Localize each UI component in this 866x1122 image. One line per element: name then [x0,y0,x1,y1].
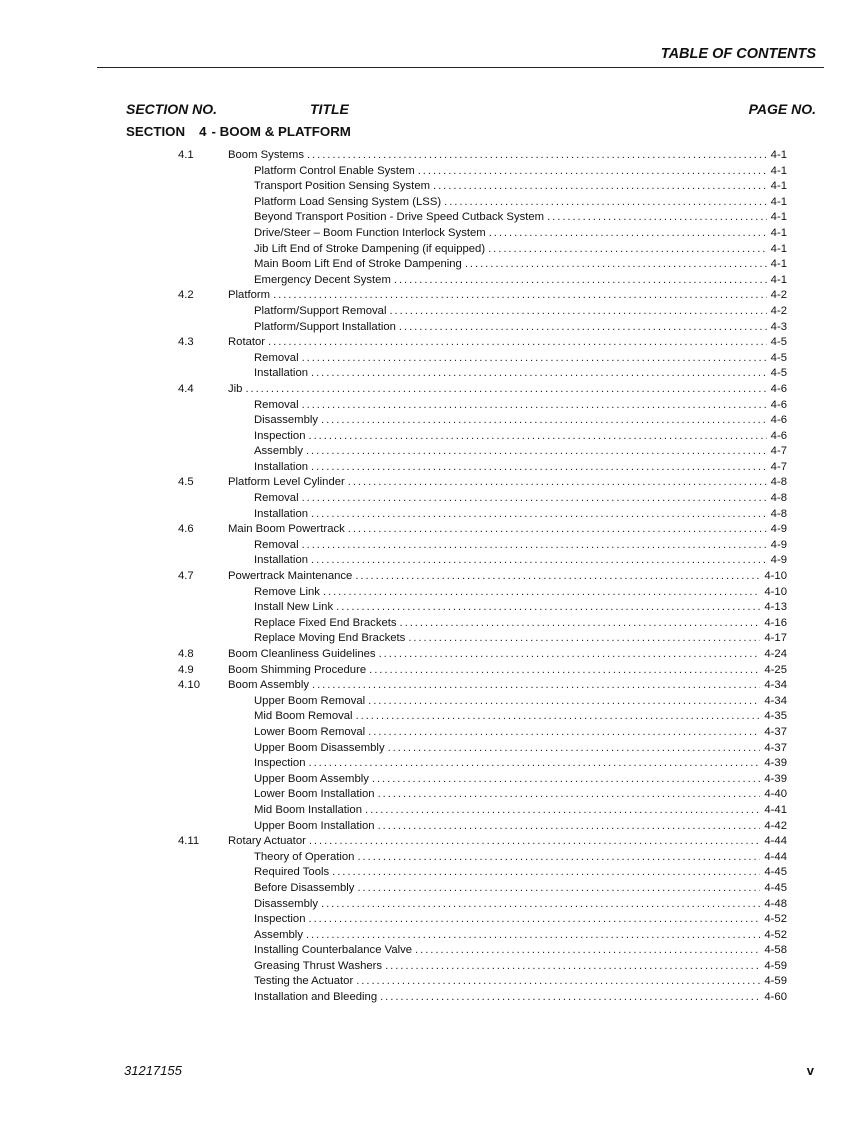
toc-entry[interactable] [0,242,866,258]
toc-entry[interactable] [0,179,866,195]
title-heading: TITLE [310,101,349,117]
toc-entry[interactable] [0,366,866,382]
toc-entry-page: 4-6 [770,429,787,442]
toc-entry-page: 4-44 [764,835,787,848]
toc-entry-page: 4-34 [764,694,787,707]
dot-leader [380,990,760,1006]
toc-entry-line [254,897,787,913]
toc-entry-title: Transport Position Sensing System [254,180,431,193]
toc-entry-page: 4-17 [764,632,787,645]
toc-entry[interactable] [0,195,866,211]
toc-entry-line [228,335,787,351]
dot-leader [311,366,767,382]
toc-entry[interactable] [0,413,866,429]
toc-entry-title: Installation [254,554,309,567]
toc-entry-page: 4-1 [770,180,787,193]
toc-entry-number: 4.7 [178,570,194,583]
toc-entry-line [254,226,787,242]
toc-entry-line [228,475,787,491]
dot-leader [321,897,760,913]
document-number: 31217155 [124,1063,182,1078]
dot-leader [356,974,760,990]
toc-entry-page: 4-35 [764,710,787,723]
toc-entry-page: 4-1 [770,273,787,286]
toc-entry-line [254,585,787,601]
dot-leader [369,663,760,679]
toc-entry-title: Drive/Steer – Boom Function Interlock System [254,226,486,239]
toc-entry[interactable] [0,678,866,694]
page-header-title: TABLE OF CONTENTS [660,46,816,62]
toc-entry[interactable] [0,819,866,835]
toc-entry-page: 4-3 [770,320,787,333]
dot-leader [489,226,767,242]
toc-entry-page: 4-59 [764,959,787,972]
toc-entry[interactable] [0,444,866,460]
toc-entry-title: Removal [254,398,299,411]
toc-entry-number: 4.2 [178,289,194,302]
dot-leader [245,382,766,398]
toc-entry-title: Lower Boom Removal [254,725,366,738]
toc-entry-number: 4.11 [178,835,200,848]
toc-entry-title: Upper Boom Assembly [254,772,369,785]
toc-entry-page: 4-5 [770,367,787,380]
toc-entry-title: Installing Counterbalance Valve [254,944,413,957]
toc-entry[interactable] [0,694,866,710]
toc-entry-line [254,819,787,835]
toc-entry-page: 4-1 [770,258,787,271]
toc-entry-line [254,273,787,289]
toc-entry-title: Removal [254,492,299,505]
dot-leader [389,304,766,320]
toc-entry-page: 4-10 [764,570,787,583]
toc-entry-title: Installation [254,507,309,520]
toc-entry-line [228,647,787,663]
toc-entry-page: 4-6 [770,382,787,395]
toc-entry[interactable] [0,709,866,725]
toc-entry-line [254,507,787,523]
toc-entry-number: 4.6 [178,523,194,536]
toc-entry-line [254,772,787,788]
dot-leader [311,507,767,523]
toc-entry[interactable] [0,741,866,757]
toc-entry-number: 4.9 [178,663,194,676]
section-no-heading: SECTION NO. [126,101,218,117]
toc-entry-title: Removal [254,538,299,551]
dot-leader [372,772,760,788]
toc-entry-page: 4-8 [770,507,787,520]
toc-entry-number: 4.1 [178,149,194,161]
toc-entry[interactable] [0,257,866,273]
dot-leader [408,631,760,647]
toc-entry-line [254,741,787,757]
toc-entry[interactable] [0,943,866,959]
toc-entry-line [254,242,787,258]
toc-entry-title: Installation [254,460,309,473]
toc-entry-title: Boom Assembly [228,679,309,692]
toc-entry[interactable] [0,210,866,226]
toc-entry[interactable] [0,772,866,788]
toc-entry-page: 4-1 [770,242,787,255]
toc-entry-title: Platform Control Enable System [254,164,415,177]
toc-entry-page: 4-41 [764,803,787,816]
toc-entry-title: Theory of Operation [254,850,355,863]
toc-entry-line [254,491,787,507]
toc-entry-line [254,398,787,414]
dot-leader [268,335,767,351]
toc-entry-page: 4-1 [770,226,787,239]
toc-entry-line [254,756,787,772]
dot-leader [311,460,767,476]
dot-leader [357,850,760,866]
page-number: v [806,1063,814,1078]
toc-entry-title: Replace Fixed End Brackets [254,616,397,629]
toc-entry[interactable] [0,881,866,897]
toc-entry-line [254,210,787,226]
toc-entry-title: Rotator [228,336,266,349]
toc-entry[interactable] [0,663,866,679]
toc-entry-page: 4-13 [764,601,787,614]
toc-list [0,148,866,1006]
toc-entry-line [228,522,787,538]
dot-leader [309,429,767,445]
toc-entry-title: Inspection [254,429,306,442]
dot-leader [433,179,767,195]
dot-leader [418,164,767,180]
toc-entry[interactable] [0,912,866,928]
toc-entry-line [254,553,787,569]
toc-entry-line [228,382,787,398]
toc-entry-page: 4-39 [764,772,787,785]
dot-leader [547,210,767,226]
dot-leader [365,803,760,819]
toc-entry[interactable] [0,850,866,866]
toc-entry-title: Beyond Transport Position - Drive Speed Cutback System [254,211,545,224]
dot-leader [348,475,767,491]
toc-entry-line [254,912,787,928]
toc-entry[interactable] [0,226,866,242]
toc-entry-title: Platform/Support Removal [254,304,387,317]
toc-entry-title: Inspection [254,913,306,926]
toc-entry-line [254,694,787,710]
toc-entry-page: 4-24 [764,648,787,660]
toc-entry-title: Upper Boom Installation [254,819,375,832]
toc-entry-page: 4-25 [764,663,787,676]
toc-entry-line [254,943,787,959]
toc-entry-page: 4-9 [770,554,787,567]
toc-entry-line [228,288,787,304]
toc-entry-page: 4-8 [770,476,787,489]
toc-entry-line [254,538,787,554]
toc-entry-page: 4-6 [770,414,787,427]
toc-entry[interactable] [0,928,866,944]
toc-entry-title: Required Tools [254,866,330,879]
toc-entry-page: 4-1 [770,164,787,177]
toc-entry-page: 4-7 [770,445,787,458]
toc-entry[interactable] [0,538,866,554]
toc-entry-line [254,257,787,273]
toc-entry-page: 4-34 [764,679,787,692]
dot-leader [302,351,767,367]
toc-entry-title: Emergency Decent System [254,273,391,286]
toc-entry-title: Inspection [254,757,306,770]
toc-entry-page: 4-8 [770,492,787,505]
dot-leader [388,741,761,757]
section-title: - BOOM & PLATFORM [211,124,351,139]
dot-leader [302,398,767,414]
toc-entry-line [228,678,787,694]
toc-entry-title: Jib [228,382,243,395]
toc-entry-line [254,725,787,741]
toc-entry-page: 4-52 [764,913,787,926]
toc-entry-page: 4-9 [770,523,787,536]
toc-entry-line [254,195,787,211]
toc-entry-page: 4-39 [764,757,787,770]
toc-entry-number: 4.5 [178,476,194,489]
dot-leader [321,413,767,429]
toc-entry-line [254,865,787,881]
dot-leader [488,242,767,258]
toc-entry[interactable] [0,273,866,289]
toc-entry-title: Installation [254,367,309,380]
dot-leader [385,959,760,975]
toc-entry-line [254,429,787,445]
toc-entry-line [254,990,787,1006]
toc-entry-page: 4-5 [770,351,787,364]
toc-entry-page: 4-6 [770,398,787,411]
toc-entry-page: 4-16 [764,616,787,629]
dot-leader [302,491,767,507]
dot-leader [357,881,760,897]
toc-entry-page: 4-9 [770,538,787,551]
dot-leader [306,928,760,944]
toc-entry-line [228,663,787,679]
toc-entry[interactable] [0,320,866,336]
toc-entry[interactable] [0,569,866,585]
toc-entry[interactable] [0,585,866,601]
toc-entry[interactable] [0,398,866,414]
dot-leader [302,538,767,554]
toc-entry-line [254,304,787,320]
toc-entry-title: Greasing Thrust Washers [254,959,383,972]
toc-entry[interactable] [0,429,866,445]
dot-leader [415,943,760,959]
toc-entry[interactable] [0,803,866,819]
toc-entry-page: 4-42 [764,819,787,832]
toc-entry[interactable] [0,382,866,398]
dot-leader [323,585,760,601]
toc-entry-line [254,631,787,647]
section-heading [126,124,351,139]
toc-entry-line [254,179,787,195]
toc-entry-page: 4-45 [764,881,787,894]
toc-entry-title: Upper Boom Removal [254,694,366,707]
dot-leader [273,288,767,304]
dot-leader [444,195,767,211]
toc-entry[interactable] [0,460,866,476]
dot-leader [399,320,767,336]
toc-entry-title: Install New Link [254,601,334,614]
toc-entry-line [254,616,787,632]
toc-entry[interactable] [0,865,866,881]
toc-entry-title: Replace Moving End Brackets [254,632,406,645]
toc-entry-line [254,164,787,180]
toc-entry-line [254,444,787,460]
toc-entry-page: 4-60 [764,991,787,1004]
toc-entry[interactable] [0,990,866,1006]
toc-entry-line [254,366,787,382]
toc-entry[interactable] [0,507,866,523]
toc-entry-title: Platform Level Cylinder [228,476,345,489]
toc-entry-page: 4-48 [764,897,787,910]
toc-entry-page: 4-1 [770,211,787,224]
toc-entry-page: 4-7 [770,460,787,473]
toc-entry-title: Testing the Actuator [254,975,354,988]
toc-entry-title: Boom Shimming Procedure [228,663,367,676]
toc-entry-page: 4-37 [764,741,787,754]
toc-entry-line [254,928,787,944]
header-divider [97,67,824,68]
toc-entry-title: Assembly [254,445,303,458]
toc-entry-line [254,787,787,803]
page-no-heading: PAGE NO. [748,101,816,117]
toc-entry-title: Rotary Actuator [228,835,306,848]
dot-leader [309,912,761,928]
toc-entry[interactable] [0,600,866,616]
toc-entry-title: Boom Systems [228,149,304,161]
toc-entry[interactable] [0,897,866,913]
toc-entry[interactable] [0,787,866,803]
toc-entry-title: Jib Lift End of Stroke Dampening (if equipped) [254,242,486,255]
toc-entry-title: Main Boom Lift End of Stroke Dampening [254,258,462,271]
dot-leader [311,553,767,569]
toc-entry[interactable] [0,725,866,741]
dot-leader [378,787,761,803]
dot-leader [400,616,761,632]
toc-entry[interactable] [0,834,866,850]
toc-entry-line [254,803,787,819]
toc-entry-line [254,351,787,367]
section-number: 4 [199,124,207,139]
toc-entry-number: 4.4 [178,382,194,395]
toc-entry-line [254,959,787,975]
toc-entry-number: 4.10 [178,679,200,692]
toc-entry-page: 4-59 [764,975,787,988]
toc-entry-line [254,460,787,476]
toc-entry[interactable] [0,631,866,647]
toc-entry[interactable] [0,959,866,975]
toc-entry-title: Disassembly [254,414,319,427]
toc-entry[interactable] [0,475,866,491]
dot-leader [306,444,767,460]
toc-entry-line [228,569,787,585]
toc-entry[interactable] [0,522,866,538]
toc-entry-line [254,974,787,990]
toc-entry-page: 4-45 [764,866,787,879]
toc-entry-title: Mid Boom Removal [254,710,353,723]
toc-entry-page: 4-52 [764,928,787,941]
toc-entry-page: 4-5 [770,336,787,349]
toc-entry-page: 4-2 [770,289,787,302]
toc-entry-title: Platform [228,289,271,302]
toc-entry-title: Lower Boom Installation [254,788,375,801]
toc-entry-title: Main Boom Powertrack [228,523,345,536]
toc-entry-title: Platform/Support Installation [254,320,396,333]
toc-entry-title: Boom Cleanliness Guidelines [228,648,376,660]
toc-entry[interactable] [0,288,866,304]
toc-entry-title: Platform Load Sensing System (LSS) [254,195,442,208]
section-label: SECTION [126,124,186,139]
toc-entry-page: 4-1 [770,149,787,161]
toc-entry-title: Disassembly [254,897,319,910]
toc-entry-number: 4.8 [178,648,194,660]
toc-entry[interactable] [0,148,866,164]
toc-entry-title: Removal [254,351,299,364]
toc-entry[interactable] [0,553,866,569]
dot-leader [379,647,761,663]
toc-entry-page: 4-37 [764,725,787,738]
dot-leader [309,756,761,772]
toc-entry-page: 4-2 [770,304,787,317]
toc-entry[interactable] [0,756,866,772]
toc-entry-title: Mid Boom Installation [254,803,362,816]
dot-leader [336,600,760,616]
toc-entry[interactable] [0,335,866,351]
toc-entry-title: Installation and Bleeding [254,991,378,1004]
toc-entry-page: 4-10 [764,585,787,598]
toc-entry-title: Powertrack Maintenance [228,570,353,583]
toc-entry-line [254,709,787,725]
dot-leader [348,522,767,538]
column-headings [0,101,866,121]
toc-entry-line [254,320,787,336]
toc-entry-page: 4-58 [764,944,787,957]
dot-leader [368,694,760,710]
dot-leader [356,709,761,725]
toc-entry[interactable] [0,491,866,507]
toc-entry-line [254,850,787,866]
toc-entry-title: Upper Boom Disassembly [254,741,385,754]
toc-entry-title: Remove Link [254,585,320,598]
toc-entry[interactable] [0,304,866,320]
toc-entry-line [228,834,787,850]
toc-entry-title: Assembly [254,928,303,941]
toc-entry[interactable] [0,164,866,180]
toc-entry[interactable] [0,351,866,367]
dot-leader [394,273,767,289]
toc-entry-line [254,413,787,429]
dot-leader [312,678,760,694]
toc-entry-page: 4-44 [764,850,787,863]
toc-entry-line [228,148,787,164]
toc-entry-title: Before Disassembly [254,881,355,894]
toc-entry-line [254,600,787,616]
dot-leader [332,865,760,881]
dot-leader [465,257,767,273]
toc-entry[interactable] [0,647,866,663]
dot-leader [378,819,761,835]
toc-entry[interactable] [0,616,866,632]
toc-entry-number: 4.3 [178,336,194,349]
dot-leader [309,834,761,850]
toc-entry-page: 4-1 [770,195,787,208]
toc-entry[interactable] [0,974,866,990]
dot-leader [307,148,767,164]
dot-leader [355,569,760,585]
dot-leader [368,725,760,741]
toc-entry-line [254,881,787,897]
toc-entry-page: 4-40 [764,788,787,801]
